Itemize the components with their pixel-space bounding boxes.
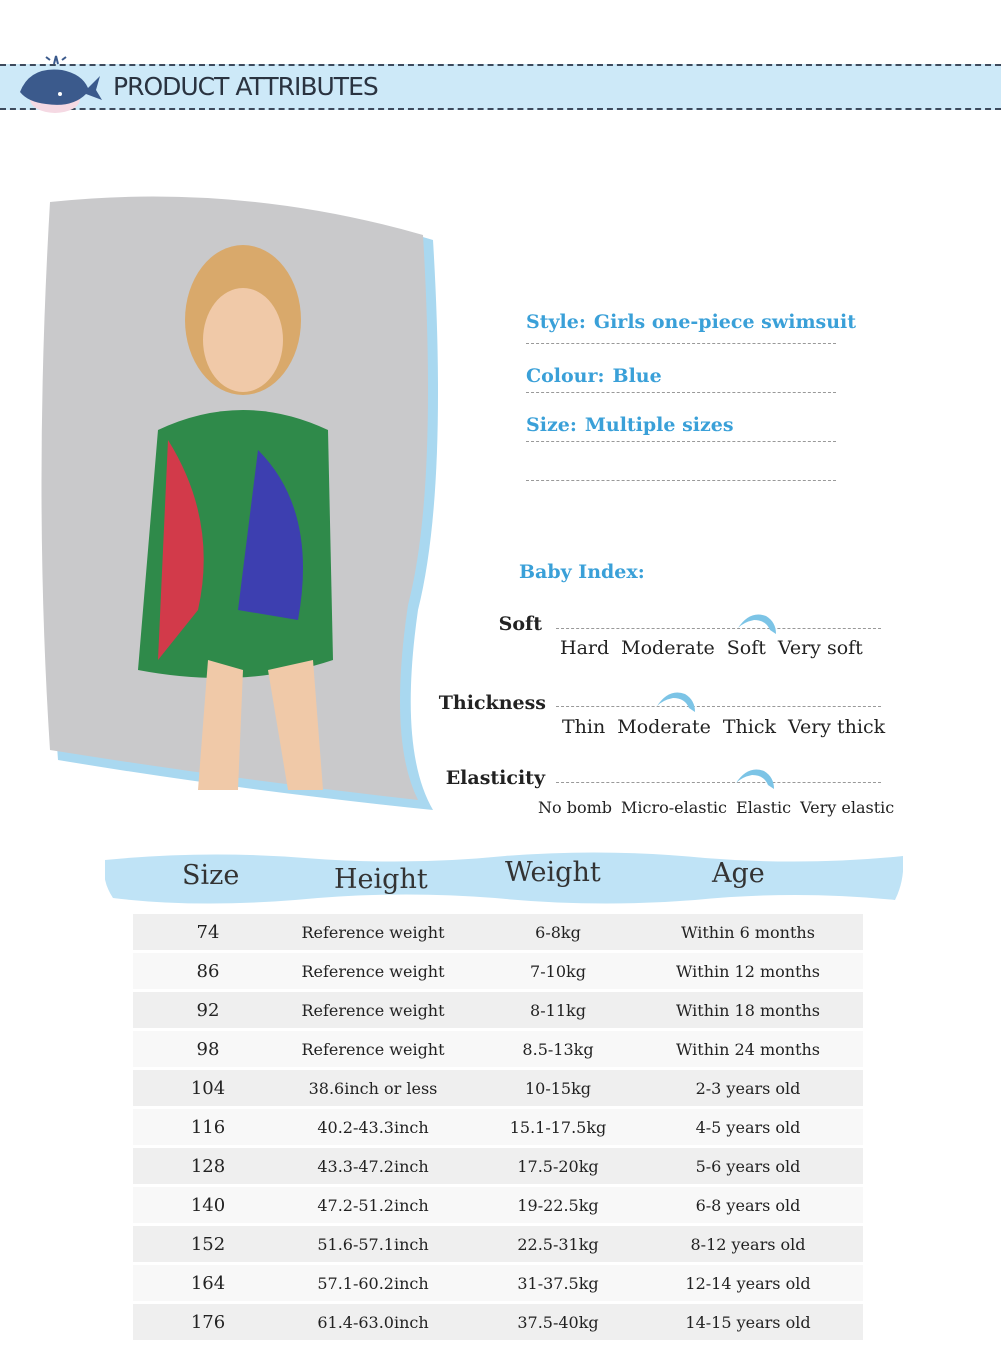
cell-size: 152 <box>190 1233 226 1255</box>
divider <box>526 343 836 344</box>
table-row <box>133 953 863 989</box>
cell-weight: 7-10kg <box>530 961 586 981</box>
option: Moderate <box>621 637 715 659</box>
attr-label: Size: <box>526 414 577 436</box>
cell-age: 14-15 years old <box>685 1312 811 1332</box>
table-row <box>133 1148 863 1184</box>
cell-size: 164 <box>190 1272 226 1294</box>
attr-colour <box>526 365 670 387</box>
divider <box>526 392 836 393</box>
index-scale-line <box>556 782 881 783</box>
cell-weight: 10-15kg <box>524 1078 592 1098</box>
product-photo <box>38 190 468 815</box>
cell-height: 47.2-51.2inch <box>317 1195 429 1215</box>
dolphin-marker-icon <box>734 765 778 791</box>
cell-size: 128 <box>190 1155 226 1177</box>
option: Thin <box>562 716 606 738</box>
option: Micro-elastic <box>621 798 728 817</box>
cell-size: 104 <box>190 1077 226 1099</box>
index-label-soft: Soft <box>498 613 542 635</box>
table-row <box>133 1109 863 1145</box>
cell-height: 61.4-63.0inch <box>317 1312 429 1332</box>
cell-age: Within 6 months <box>681 922 815 942</box>
index-scale-line <box>556 706 881 707</box>
dolphin-marker-icon <box>655 688 699 714</box>
cell-height: Reference weight <box>301 922 445 942</box>
cell-size: 74 <box>196 921 220 943</box>
option: No bomb <box>538 798 613 817</box>
cell-height: 38.6inch or less <box>308 1078 438 1098</box>
cell-height: 57.1-60.2inch <box>317 1273 429 1293</box>
index-scale-line <box>556 628 881 629</box>
cell-size: 176 <box>190 1311 226 1333</box>
cell-age: 2-3 years old <box>695 1078 801 1098</box>
cell-height: 40.2-43.3inch <box>317 1117 429 1137</box>
cell-weight: 22.5-31kg <box>517 1234 599 1254</box>
option-selected: Soft <box>726 637 766 659</box>
index-label-thickness: Thickness <box>438 692 546 714</box>
cell-age: 12-14 years old <box>685 1273 811 1293</box>
header-weight: Weight <box>505 857 601 888</box>
option: Very elastic <box>800 798 895 817</box>
table-row <box>133 1226 863 1262</box>
page-title: PRODUCT ATTRIBUTES <box>113 72 378 101</box>
whale-icon <box>10 44 105 124</box>
cell-weight: 37.5-40kg <box>517 1312 599 1332</box>
cell-age: 6-8 years old <box>695 1195 801 1215</box>
cell-age: 8-12 years old <box>690 1234 806 1254</box>
index-options-soft <box>560 637 863 659</box>
cell-size: 86 <box>196 960 220 982</box>
option: Thick <box>722 716 776 738</box>
cell-weight: 17.5-20kg <box>517 1156 599 1176</box>
attr-style <box>526 311 864 333</box>
cell-size: 92 <box>196 999 220 1021</box>
option: Very soft <box>777 637 863 659</box>
table-row <box>133 1070 863 1106</box>
attr-size <box>526 414 742 436</box>
cell-weight: 8-11kg <box>530 1000 586 1020</box>
option: Very thick <box>787 716 886 738</box>
cell-size: 98 <box>196 1038 220 1060</box>
cell-weight: 19-22.5kg <box>517 1195 599 1215</box>
cell-age: Within 24 months <box>675 1039 821 1059</box>
table-row <box>133 1031 863 1067</box>
attr-value: Girls one-piece swimsuit <box>593 311 857 333</box>
cell-age: 5-6 years old <box>695 1156 801 1176</box>
attr-label: Colour: <box>526 365 605 387</box>
cell-size: 116 <box>190 1116 226 1138</box>
cell-age: Within 18 months <box>675 1000 821 1020</box>
header-age: Age <box>712 858 765 889</box>
cell-height: Reference weight <box>301 961 445 981</box>
option-selected: Moderate <box>617 716 711 738</box>
table-row <box>133 1304 863 1340</box>
cell-height: 51.6-57.1inch <box>317 1234 429 1254</box>
header-size: Size <box>182 860 240 891</box>
cell-age: Within 12 months <box>675 961 821 981</box>
cell-weight: 31-37.5kg <box>517 1273 599 1293</box>
table-row <box>133 914 863 950</box>
index-label-elasticity: Elasticity <box>445 767 545 789</box>
header-height: Height <box>334 864 428 895</box>
cell-size: 140 <box>190 1194 226 1216</box>
attr-value: Blue <box>612 365 662 387</box>
dolphin-marker-icon <box>736 610 780 636</box>
index-options-thickness <box>562 716 885 738</box>
option-selected: Elastic <box>736 798 792 817</box>
table-row <box>133 1265 863 1301</box>
cell-age: 4-5 years old <box>695 1117 801 1137</box>
cell-weight: 15.1-17.5kg <box>509 1117 607 1137</box>
table-row <box>133 1187 863 1223</box>
divider <box>526 441 836 442</box>
option: Hard <box>560 637 610 659</box>
cell-height: Reference weight <box>301 1039 445 1059</box>
index-options-elasticity <box>538 798 894 817</box>
cell-height: 43.3-47.2inch <box>317 1156 429 1176</box>
cell-weight: 8.5-13kg <box>522 1039 594 1059</box>
divider <box>526 480 836 481</box>
table-row <box>133 992 863 1028</box>
attr-value: Multiple sizes <box>584 414 734 436</box>
attr-label: Style: <box>526 311 586 333</box>
cell-weight: 6-8kg <box>535 922 581 942</box>
cell-height: Reference weight <box>301 1000 445 1020</box>
baby-index-title: Baby Index: <box>519 561 645 583</box>
